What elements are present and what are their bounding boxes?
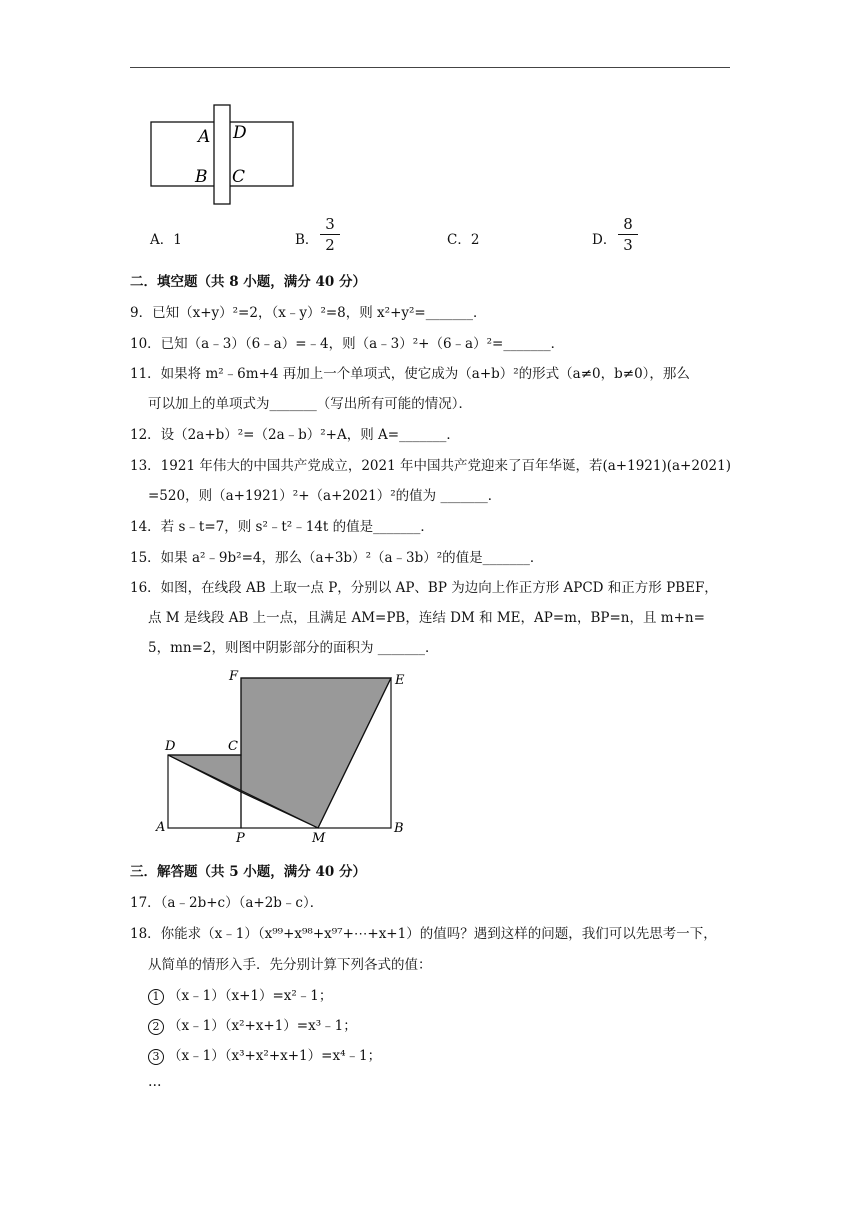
question-18-line-2: 从简单的情形入手．先分别计算下列各式的值： [148,957,432,973]
question-11-line-2: 可以加上的单项式为_______（写出所有可能的情况）． [148,396,472,412]
question-16-line-2: 点 M 是线段 AB 上一点，且满足 AM=PB，连结 DM 和 ME，AP=m，BP=n，且 m+n= [148,610,705,626]
option-d-numerator: 8 [623,215,633,233]
question-15: 15．如果 a²﹣9b²=4，那么（a+3b）²（a﹣3b）²的值是_______． [130,550,544,566]
fig1-label-a: A [198,127,211,147]
fig2-label-e: E [395,673,405,688]
option-c: C．2 [447,232,480,248]
fig2-label-f: F [229,669,239,684]
question-9: 9．已知（x+y）²=2，（x﹣y）²=8，则 x²+y²=_______． [130,305,487,321]
option-b-fraction [320,215,340,254]
fig1-label-d: D [233,123,247,143]
question-18-line-1: 18．你能求（x﹣1）（x⁹⁹+x⁹⁸+x⁹⁷+⋯+x+1）的值吗？遇到这样的问题，我们可以先思考一下， [130,926,717,942]
figure-squares [150,664,420,846]
fig2-label-c: C [228,739,238,754]
step-3-marker: 3 [148,1049,164,1065]
step-2 [148,1016,357,1036]
option-b-numerator: 3 [325,215,335,233]
fig2-label-p: P [236,831,245,846]
option-b-denominator: 2 [325,236,335,254]
option-a: A．1 [150,232,182,248]
question-12: 12．设（2a+b）²=（2a﹣b）²+A，则 A=_______． [130,427,460,443]
question-16-line-3: 5，mn=2，则图中阴影部分的面积为 _______． [148,640,439,656]
option-d-denominator: 3 [623,236,633,254]
section-3-heading: 三．解答题（共 5 小题，满分 40 分） [130,864,366,880]
option-d-label: D． [592,232,617,248]
step-3 [148,1046,381,1066]
fig1-label-b: B [195,167,208,187]
fig2-label-a: A [156,820,166,835]
step-1-text: （x﹣1）（x+1）=x²﹣1； [168,988,333,1004]
step-2-marker: 2 [148,1019,164,1035]
question-11-line-1: 11．如果将 m²﹣6m+4 再加上一个单项式，使它成为（a+b）²的形式（a≠0，b≠0），那么 [130,366,690,382]
step-1 [148,986,332,1006]
step-2-text: （x﹣1）（x²+x+1）=x³﹣1； [168,1018,357,1034]
header-rule [130,67,730,68]
question-13-line-2: =520，则（a+1921）²+（a+2021）²的值为 _______． [148,488,502,504]
fig2-label-d: D [165,739,176,754]
option-d-fraction [618,215,638,254]
fig2-label-b: B [394,821,404,836]
question-16-line-1: 16．如图，在线段 AB 上取一点 P，分别以 AP、BP 为边向上作正方形 APCD 和正方形 PBEF， [130,580,718,596]
section-2-heading: 二．填空题（共 8 小题，满分 40 分） [130,274,366,290]
step-1-marker: 1 [148,989,164,1005]
fig2-label-m: M [312,831,326,846]
figure-rectangles [145,100,305,210]
step-3-text: （x﹣1）（x³+x²+x+1）=x⁴﹣1； [168,1048,382,1064]
ellipsis: … [148,1074,162,1090]
question-10: 10．已知（a﹣3）（6﹣a）=﹣4，则（a﹣3）²+（6﹣a）²=_______． [130,336,565,352]
option-b-label: B． [295,232,319,248]
fig1-label-c: C [232,167,246,187]
question-17: 17．（a﹣2b+c）（a+2b﹣c）． [130,895,324,911]
question-13-line-1: 13．1921 年伟大的中国共产党成立，2021 年中国共产党迎来了百年华诞，若(a+1921)(a+2021) [130,458,731,474]
question-14: 14．若 s﹣t=7，则 s²﹣t²﹣14t 的值是_______． [130,519,434,535]
